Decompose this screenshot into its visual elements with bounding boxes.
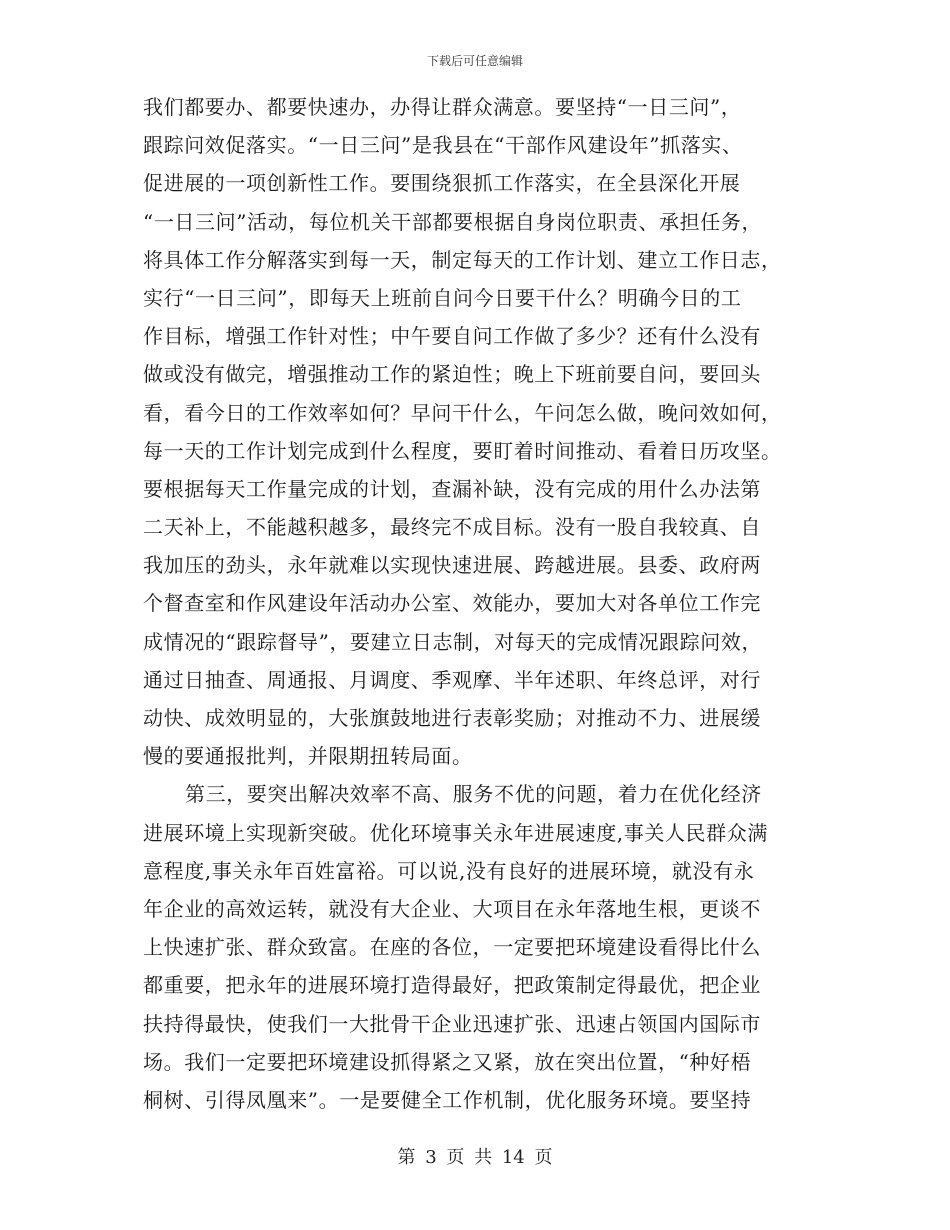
text-line: 作目标，增强工作针对性；中午要自问工作做了多少？还有什么没有 (143, 324, 761, 349)
text-line: 实行“一日三问”，即每天上班前自问今日要干什么？明确今日的工 (143, 285, 742, 310)
text-line: 要根据每天工作量完成的计划，查漏补缺，没有完成的用什么办法第 (143, 476, 761, 501)
text-line: 促进展的一项创新性工作。要围绕狠抓工作落实，在全县深化开展 (143, 171, 741, 196)
text-line: 看，看今日的工作效率如何？早问干什么，午问怎么做，晚问效如何， (143, 400, 782, 425)
text-line: 将具体工作分解落实到每一天，制定每天的工作计划、建立工作日志， (143, 247, 782, 272)
text-line: 动快、成效明显的，大张旗鼓地进行表彰奖励；对推动不力、进展缓 (143, 706, 761, 730)
text-line: 年企业的高效运转，就没有大企业、大项目在永年落地生根，更谈不 (143, 896, 761, 921)
text-line: “一日三问”活动，每位机关干部都要根据自身岗位职责、承担任务， (143, 209, 763, 234)
text-line: 我加压的劲头，永年就难以实现快速进展、跨越进展。县委、政府两 (143, 553, 761, 578)
text-line: 二天补上，不能越积越多，最终完不成目标。没有一股自我较真、自 (143, 515, 761, 540)
text-line: 扶持得最快，使我们一大批骨干企业迅速扩张、迅速占领国内国际市 (143, 1011, 761, 1036)
text-line: 通过日抽查、周通报、月调度、季观摩、半年述职、年终总评，对行 (143, 667, 761, 692)
text-line: 场。我们一定要把环境建设抓得紧之又紧，放在突出位置，“种好梧 (143, 1049, 752, 1074)
text-line: 每一天的工作计划完成到什么程度，要盯着时间推动、看着日历攻坚。 (143, 438, 782, 463)
page-header: 下载后可任意编辑 (426, 54, 523, 68)
paragraph-start-line: 第三，要突出解决效率不高、服务不优的问题，着力在优化经济 (185, 782, 762, 807)
text-line: 意程度,事关永年百姓富裕。可以说,没有良好的进展环境，就没有永 (143, 858, 755, 883)
page-number-footer: 第 3 页 共 14 页 (397, 1147, 553, 1168)
document-body (143, 88, 808, 1119)
text-line: 上快速扩张、群众致富。在座的各位，一定要把环境建设看得比什么 (143, 935, 761, 960)
text-line: 个督查室和作风建设年活动办公室、效能办，要加大对各单位工作完 (143, 591, 761, 616)
text-line: 跟踪问效促落实。“一日三问”是我县在“干部作风建设年”抓落实、 (143, 133, 743, 158)
text-line: 进展环境上实现新突破。优化环境事关永年进展速度,事关人民群众满 (143, 820, 768, 845)
text-line: 都重要，把永年的进展环境打造得最好，把政策制定得最优，把企业 (143, 973, 761, 998)
text-line: 慢的要通报批判，并限期扭转局面。 (143, 744, 473, 769)
text-line: 做或没有做完，增强推动工作的紧迫性；晚上下班前要自问，要回头 (143, 362, 761, 387)
text-line: 我们都要办、都要快速办，办得让群众满意。要坚持“一日三问”， (143, 95, 742, 119)
text-line: 桐树、引得凤凰来”。一是要健全工作机制，优化服务环境。要坚持 (143, 1087, 752, 1112)
text-line: 成情况的“跟踪督导”，要建立日志制，对每天的完成情况跟踪问效， (143, 629, 763, 654)
